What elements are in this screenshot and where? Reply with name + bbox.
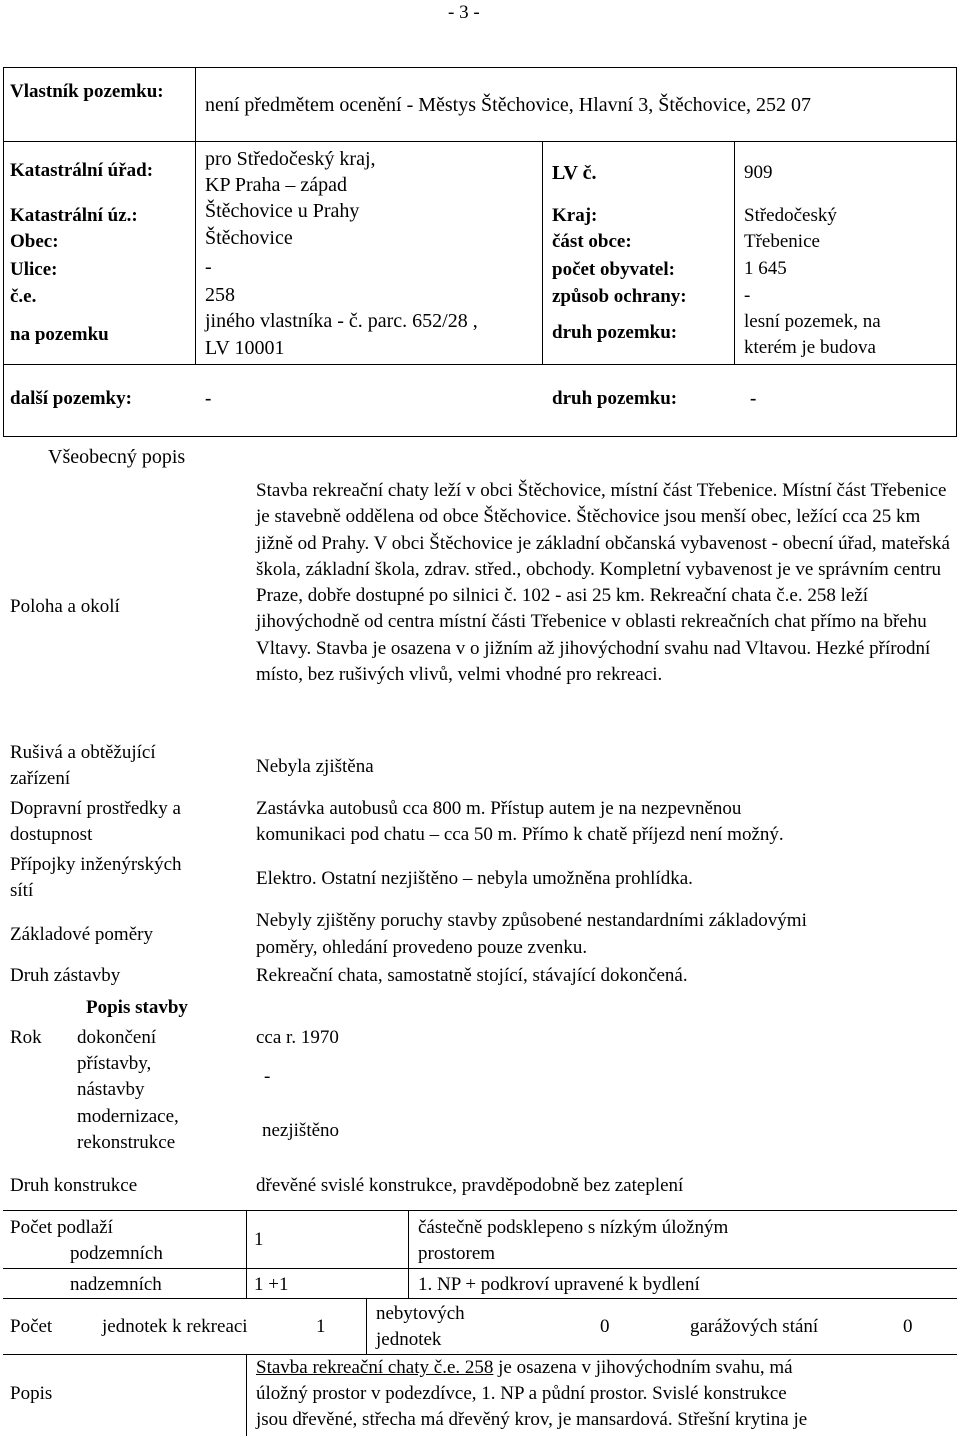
foundation-label: Základové poměry xyxy=(10,924,153,945)
description-label: Popis xyxy=(10,1383,53,1404)
area-value: Štěchovice u Prahy xyxy=(205,200,360,222)
owner-value: není předmětem ocenění - Městys Štěchovice, Hlavní 3, Štěchovice, 252 07 xyxy=(205,94,811,116)
table-border xyxy=(3,67,957,68)
part-label: část obce: xyxy=(552,231,632,252)
house-number-label: č.e. xyxy=(10,286,37,307)
table-border xyxy=(956,67,957,436)
description-text-2: úložný prostor v podezdívce, 1. NP a půdní prostor. Svislé konstrukce xyxy=(256,1383,787,1404)
above-ground-label: nadzemních xyxy=(70,1274,162,1295)
description-line-1 xyxy=(256,1355,793,1380)
nuisance-label-2: zařízení xyxy=(10,768,71,789)
house-number-value: 258 xyxy=(205,284,235,306)
on-land-label: na pozemku xyxy=(10,324,109,345)
table-border xyxy=(3,141,957,142)
cadastre-area-label: Katastrální úz.: xyxy=(10,205,138,226)
transport-label-1: Dopravní prostředky a xyxy=(10,798,181,819)
modernization-value: nezjištěno xyxy=(262,1120,340,1141)
other-lands-value: - xyxy=(205,388,212,409)
owner-label: Vlastník pozemku: xyxy=(10,81,164,102)
table-border xyxy=(246,1210,247,1298)
lv-value: 909 xyxy=(744,162,773,183)
underground-label: podzemních xyxy=(70,1243,163,1264)
nuisance-label-1: Rušivá a obtěžující xyxy=(10,742,156,763)
above-ground-desc: 1. NP + podkroví upravené k bydlení xyxy=(418,1274,700,1295)
utilities-value: Elektro. Ostatní nezjištěno – nebyla umožněna prohlídka. xyxy=(256,868,693,889)
extension-label-1: přístavby, xyxy=(77,1053,152,1074)
other-lands-label: další pozemky: xyxy=(10,388,132,409)
on-land-value-2: LV 10001 xyxy=(205,337,285,359)
other-lands-type-value: - xyxy=(750,388,757,409)
location-text: Stavba rekreační chaty leží v obci Štěchovice, místní část Třebenice. Místní část Třebenice je stavebně oddělena od obce Štěchovice. Štěchovice jsou menší obec, ležící cca 25 km jižně od Prahy. V obci Štěchovice je základní občanská vybavenost - obecní úřad, mateřská škola, základní škola, zdrav. střed., obchody. Kompletní vybavenost je ve správním centru Praze, dobře dostupné po silnici č. 102 - asi 25 km. Rekreační chata č.e. 258 leží jihovýchodně od centra místní části Třebenice v oblasti rekreačních chat přímo na břehu Vltavy. Stavba je osazena v o jižním až jihovýchodní svahu nad Vltavou. Hezké přírodní místo, bez rušivých vlivů, velmi vhodné pro rekreaci. xyxy=(256,480,950,686)
lv-label: LV č. xyxy=(552,162,597,184)
office-value-2: KP Praha – západ xyxy=(205,174,347,196)
office-value-1: pro Středočeský kraj, xyxy=(205,148,376,170)
development-label: Druh zástavby xyxy=(10,965,121,986)
above-ground-count: 1 +1 xyxy=(254,1274,289,1295)
table-border xyxy=(246,1354,247,1436)
municipality-value: Štěchovice xyxy=(205,227,293,249)
protection-label: způsob ochrany: xyxy=(552,286,687,307)
construction-value: dřevěné svislé konstrukce, pravděpodobně bez zateplení xyxy=(256,1175,684,1196)
page-number: - 3 - xyxy=(448,2,480,23)
floors-label: Počet podlaží xyxy=(10,1217,113,1238)
garage-label: garážových stání xyxy=(690,1316,819,1337)
building-heading: Popis stavby xyxy=(86,997,188,1018)
population-value: 1 645 xyxy=(744,258,787,279)
nuisance-value: Nebyla zjištěna xyxy=(256,756,374,777)
extension-value: - xyxy=(264,1066,271,1087)
transport-value-1: Zastávka autobusů cca 800 m. Přístup autem je na nezpevněnou xyxy=(256,798,742,819)
cadastre-office-label: Katastrální úřad: xyxy=(10,160,154,181)
utilities-label-1: Přípojky inženýrských xyxy=(10,854,182,875)
completion-label: dokončení xyxy=(77,1027,157,1048)
underground-count: 1 xyxy=(254,1229,264,1250)
extension-label-2: nástavby xyxy=(77,1079,145,1100)
transport-value-2: komunikaci pod chatu – cca 50 m. Přímo k chatě příjezd není možný. xyxy=(256,824,784,845)
table-border xyxy=(408,1210,409,1298)
transport-label-2: dostupnost xyxy=(10,824,93,845)
utilities-label-2: sítí xyxy=(10,880,34,901)
location-label: Poloha a okolí xyxy=(10,596,120,617)
table-border xyxy=(195,67,196,364)
region-value: Středočeský xyxy=(744,205,837,226)
count-label: Počet xyxy=(10,1316,53,1337)
underground-desc-1: částečně podsklepeno s nízkým úložným xyxy=(418,1217,729,1238)
street-value: - xyxy=(205,256,212,278)
foundation-value-1: Nebyly zjištěny poruchy stavby způsobené nestandardními základovými xyxy=(256,910,807,931)
protection-value: - xyxy=(744,285,751,306)
land-type-value-1: lesní pozemek, na xyxy=(744,311,881,332)
units-label: jednotek k rekreaci xyxy=(102,1316,248,1337)
description-link: Stavba rekreační chaty č.e. 258 xyxy=(256,1357,494,1378)
construction-label: Druh konstrukce xyxy=(10,1175,138,1196)
part-value: Třebenice xyxy=(744,231,820,252)
on-land-value-1: jiného vlastníka - č. parc. 652/28 , xyxy=(205,310,478,332)
modernization-label-2: rekonstrukce xyxy=(77,1132,176,1153)
underground-desc-2: prostorem xyxy=(418,1243,496,1264)
table-border xyxy=(734,141,735,364)
population-label: počet obyvatel: xyxy=(552,259,675,280)
units-value: 1 xyxy=(316,1316,326,1337)
table-border xyxy=(3,436,957,437)
year-label: Rok xyxy=(10,1027,42,1048)
nonresidential-label-1: nebytových xyxy=(376,1303,465,1324)
foundation-value-2: poměry, ohledání provedeno pouze zvenku. xyxy=(256,937,588,958)
general-heading: Všeobecný popis xyxy=(48,446,186,468)
completion-value: cca r. 1970 xyxy=(256,1027,339,1048)
development-value: Rekreační chata, samostatně stojící, stávající dokončená. xyxy=(256,965,688,986)
table-border xyxy=(3,67,4,436)
nonresidential-value: 0 xyxy=(600,1316,610,1337)
table-border xyxy=(3,364,957,365)
table-border xyxy=(3,1298,957,1299)
street-label: Ulice: xyxy=(10,259,58,280)
modernization-label-1: modernizace, xyxy=(77,1106,179,1127)
land-type-label: druh pozemku: xyxy=(552,322,678,343)
table-border xyxy=(3,1210,957,1211)
description-text-1: je osazena v jihovýchodním svahu, má xyxy=(493,1357,793,1378)
other-lands-type-label: druh pozemku: xyxy=(552,388,678,409)
land-type-value-2: kterém je budova xyxy=(744,337,876,358)
description-text-3: jsou dřevěné, střecha má dřevěný krov, je mansardová. Střešní krytina je xyxy=(256,1409,808,1430)
nonresidential-label-2: jednotek xyxy=(376,1329,442,1350)
table-border xyxy=(542,141,543,364)
municipality-label: Obec: xyxy=(10,231,59,252)
table-border xyxy=(366,1298,367,1354)
garage-value: 0 xyxy=(903,1316,913,1337)
table-border xyxy=(3,1268,957,1269)
region-label: Kraj: xyxy=(552,205,598,226)
